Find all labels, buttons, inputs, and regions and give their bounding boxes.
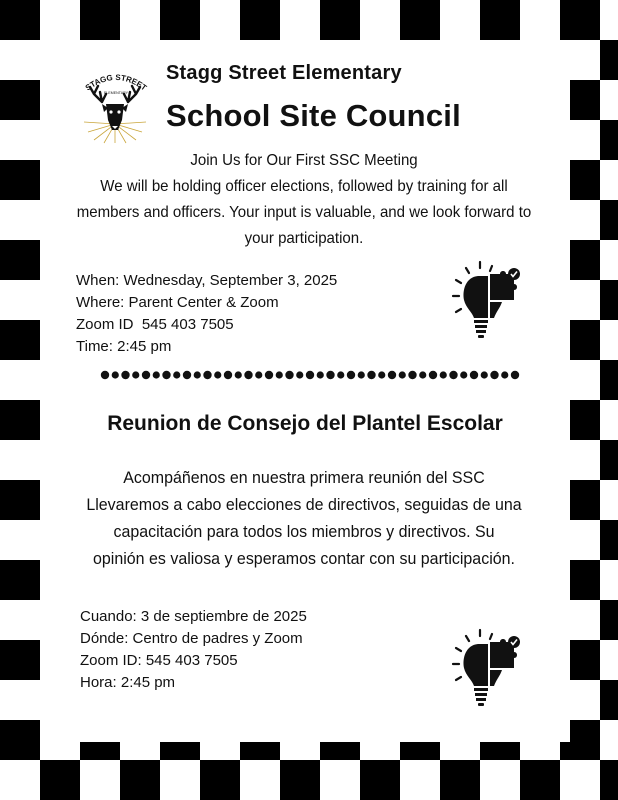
checker-square [240,0,280,40]
checker-square [560,0,600,40]
divider-dot [194,371,201,378]
divider-dot [358,371,365,378]
checker-square [600,120,618,160]
english-intro-line: your participation. [244,230,364,247]
divider-dot [481,371,488,378]
detail-donde: Dónde: Centro de padres y Zoom [80,630,303,647]
checker-square [600,40,618,80]
flyer-panel [40,40,570,742]
english-intro-heading: Join Us for Our First SSC Meeting [190,152,418,169]
checker-square [600,600,618,640]
divider-dot [367,371,375,379]
divider-dot [132,371,139,378]
checker-square [600,200,618,240]
divider-dot [285,371,293,379]
divider-dot [296,371,303,378]
divider-dot [276,371,283,378]
checker-square [40,760,80,800]
checker-square [0,320,40,360]
divider-dot [408,371,416,379]
divider-dot [142,371,150,379]
detail-time: Time: 2:45 pm [76,338,172,355]
divider-dot [337,371,344,378]
lightbulb-puzzle-icon [450,260,530,350]
checker-square [440,760,480,800]
divider-dot [173,371,180,378]
divider-dot [162,371,170,379]
divider-dot [183,371,191,379]
spanish-intro-line: capacitación para todos los miembros y directivos. Su [113,522,495,541]
divider-dot [399,371,406,378]
checker-square [0,480,40,520]
checker-square [600,360,618,400]
divider-dot [440,371,447,378]
checker-square [320,0,360,40]
divider-dot [326,371,334,379]
checker-square [200,760,240,800]
svg-text:STAGG STREET: STAGG STREET [83,72,149,93]
checker-square [0,560,40,600]
divider-dot [214,371,221,378]
checker-square [0,240,40,280]
spanish-intro-line: Llevaremos a cabo elecciones de directivos, seguidas de una [86,495,522,514]
checker-square [480,0,520,40]
checker-square [0,720,40,760]
divider-dot [501,371,508,378]
divider-dot [153,371,160,378]
spanish-intro [69,464,539,572]
checker-square [120,760,160,800]
checker-square [600,520,618,560]
page-title: School Site Council [166,98,461,133]
checker-square [360,760,400,800]
divider-dot [101,371,109,379]
spanish-title: Reunion de Consejo del Plantel Escolar [107,412,503,435]
checker-square [600,440,618,480]
english-intro [69,148,539,252]
divider-dot [388,371,396,379]
divider-dot [317,371,324,378]
checker-square [400,0,440,40]
checker-square [0,80,40,120]
dotted-divider [100,368,520,382]
divider-dot [255,371,262,378]
english-intro-line: members and officers. Your input is valuable, and we look forward to [76,204,532,221]
divider-dot [347,371,355,379]
divider-dot [460,371,467,378]
divider-dot [429,371,437,379]
divider-dot [449,371,457,379]
checker-square [600,280,618,320]
checker-square [0,160,40,200]
divider-dot [470,371,478,379]
spanish-intro-line: Acompáñenos en nuestra primera reunión del SSC [123,468,485,487]
checker-square [280,760,320,800]
school-name: Stagg Street Elementary [166,62,402,84]
divider-dot [490,371,498,379]
spanish-details [80,606,307,694]
divider-dot [224,371,232,379]
checker-square [0,400,40,440]
divider-dot [244,371,252,379]
detail-cuando: Cuando: 3 de septiembre de 2025 [80,608,307,625]
lightbulb-puzzle-icon [450,628,530,718]
checker-square [520,760,560,800]
checker-square [0,640,40,680]
detail-where: Where: Parent Center & Zoom [76,294,279,311]
svg-text:ELEMENTARY: ELEMENTARY [103,91,129,95]
detail-zoom-id: Zoom ID: 545 403 7505 [80,652,238,669]
divider-dot [265,371,273,379]
divider-dot [203,371,211,379]
checker-square [600,680,618,720]
checker-square [80,0,120,40]
divider-dot [511,371,519,379]
checker-square [0,0,40,40]
divider-dot [419,371,426,378]
checker-square [160,0,200,40]
english-intro-line: We will be holding officer elections, followed by training for all [100,178,508,195]
detail-hora: Hora: 2:45 pm [80,674,176,691]
detail-when: When: Wednesday, September 3, 2025 [76,272,338,289]
spanish-intro-line: opinión es valiosa y esperamos contar con su participación. [93,549,515,568]
divider-dot [235,371,242,378]
divider-dot [112,371,119,378]
divider-dot [306,371,314,379]
checker-square [600,760,618,800]
logo-text [76,68,156,98]
english-details [76,270,337,358]
divider-dot [378,371,385,378]
detail-zoom-id: Zoom ID 545 403 7505 [76,316,234,333]
divider-dot [121,371,129,379]
